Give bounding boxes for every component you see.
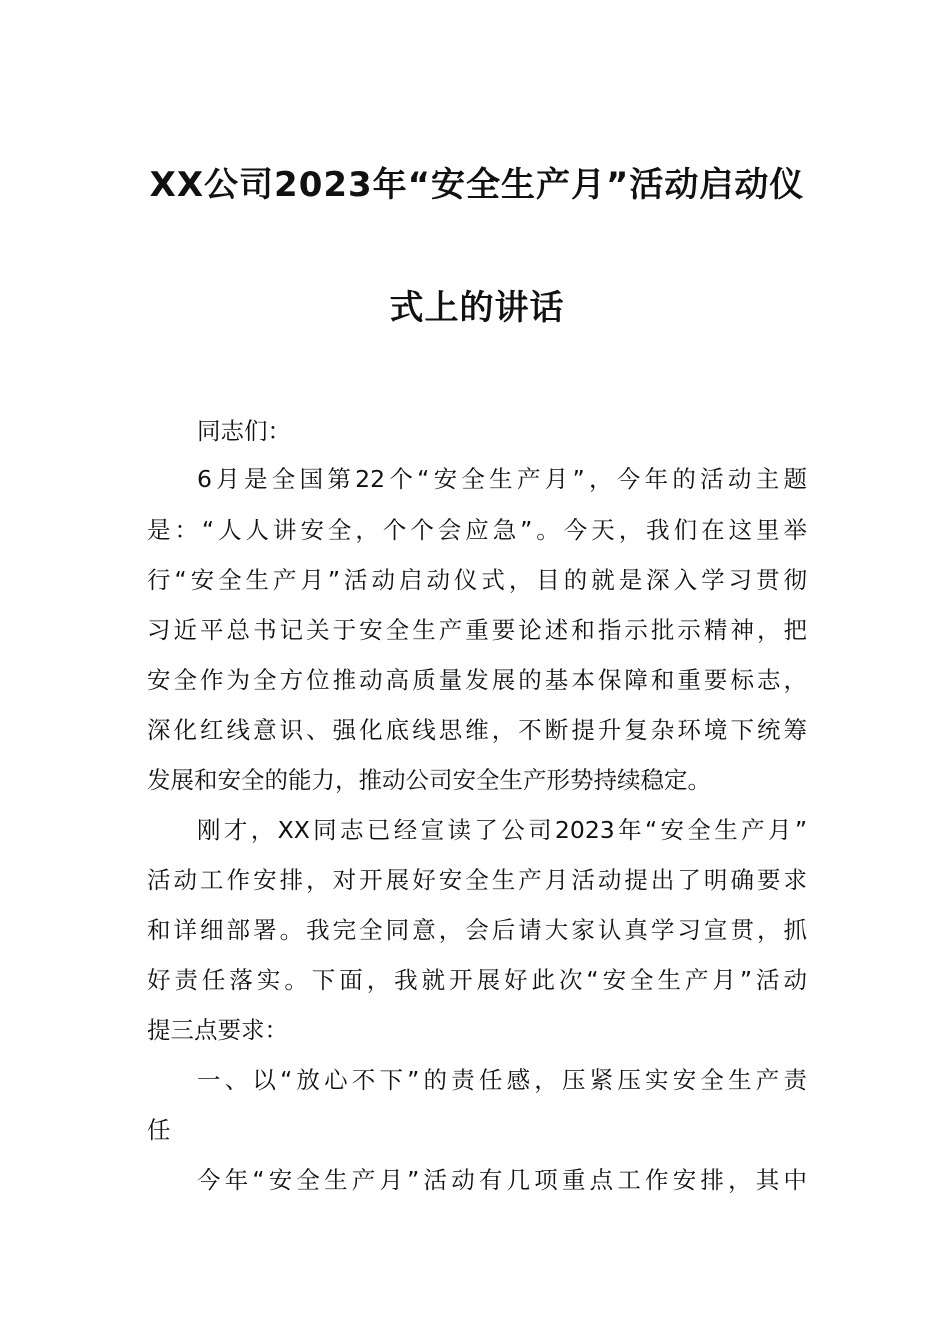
section-heading-line: 一、以“放心不下”的责任感，压紧压实安全生产责 — [197, 1066, 807, 1094]
document-title-line-2: 式上的讲话 — [389, 288, 565, 328]
paragraph-line: 今年“安全生产月”活动有几项重点工作安排，其中 — [197, 1166, 807, 1194]
paragraph-line: 提三点要求： — [147, 1016, 288, 1044]
paragraph-line: 刚才，XX同志已经宣读了公司2023年“安全生产月” — [197, 816, 807, 844]
paragraph-line: 是：“人人讲安全，个个会应急”。今天，我们在这里举 — [147, 516, 807, 544]
paragraph-line: 行“安全生产月”活动启动仪式，目的就是深入学习贯彻 — [147, 566, 807, 594]
paragraph-line: 好责任落实。下面，我就开展好此次“安全生产月”活动 — [147, 966, 807, 994]
paragraph-line: 发展和安全的能力，推动公司安全生产形势持续稳定。 — [147, 766, 711, 794]
document-title-line-1: XX公司2023年“安全生产月”活动启动仪 — [149, 165, 805, 205]
salutation: 同志们： — [197, 417, 291, 445]
paragraph-line: 习近平总书记关于安全生产重要论述和指示批示精神，把 — [147, 616, 807, 644]
paragraph-line: 6月是全国第22个“安全生产月”，今年的活动主题 — [197, 465, 807, 493]
paragraph-line: 和详细部署。我完全同意，会后请大家认真学习宣贯，抓 — [147, 916, 807, 944]
paragraph-line: 活动工作安排，对开展好安全生产月活动提出了明确要求 — [147, 866, 807, 894]
paragraph-line: 深化红线意识、强化底线思维，不断提升复杂环境下统筹 — [147, 716, 807, 744]
section-heading-line: 任 — [147, 1116, 171, 1144]
paragraph-line: 安全作为全方位推动高质量发展的基本保障和重要标志， — [147, 666, 807, 694]
